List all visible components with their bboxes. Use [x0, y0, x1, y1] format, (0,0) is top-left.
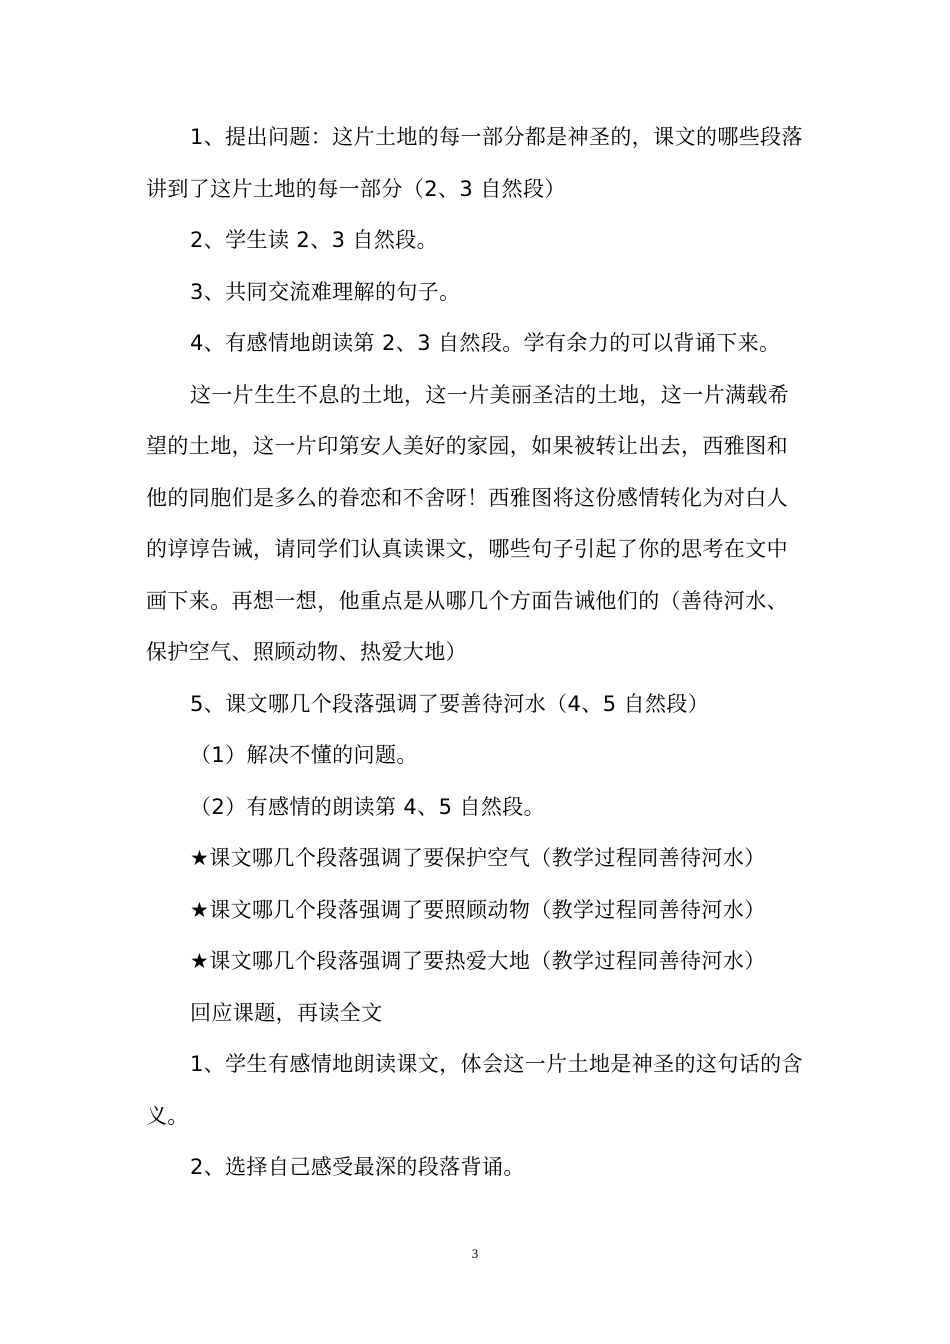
paragraph-seattle-intro: 这一片生生不息的土地，这一片美丽圣洁的土地，这一片满载希望的土地，这一片印第安人美好的家园，如果被转让出去，西雅图和他的同胞们是多么的眷恋和不舍呀！西雅图将这份感情转化为对白人的谆谆告诫，请同学们认真读课文，哪些句子引起了你的思考在文中画下来。再想一想，他重点是从哪几个方面告诫他们的（善待河水、保护空气、照顾动物、热爱大地）: [146, 382, 790, 664]
paragraph-review-heading: 回应课题，再读全文: [190, 1000, 383, 1025]
page-number: 3: [471, 1246, 479, 1261]
paragraph-substep-1: （1）解决不懂的问题。: [190, 743, 418, 767]
paragraph-step-3-discuss: 3、共同交流难理解的句子。: [190, 279, 461, 304]
paragraph-star-animals: ★课文哪几个段落强调了要照顾动物（教学过程同善待河水）: [190, 897, 766, 922]
paragraph-step-5-river: 5、课文哪几个段落强调了要善待河水（4、5 自然段）: [190, 691, 710, 716]
paragraph-star-earth: ★课文哪几个段落强调了要热爱大地（教学过程同善待河水）: [190, 949, 766, 973]
paragraph-review-step-1: 1、学生有感情地朗读课文，体会这一片土地是神圣的这句话的含义。: [146, 1052, 803, 1128]
paragraph-step-2-read: 2、学生读 2、3 自然段。: [190, 228, 439, 252]
document-body: [146, 112, 806, 1194]
paragraph-substep-2: （2）有感情的朗读第 4、5 自然段。: [190, 794, 546, 819]
paragraph-step-4-recite: 4、有感情地朗读第 2、3 自然段。学有余力的可以背诵下来。: [190, 331, 781, 355]
paragraph-step-1-question: 1、提出问题：这片土地的每一部分都是神圣的，课文的哪些段落讲到了这片土地的每一部分（2、3 自然段）: [146, 125, 803, 201]
paragraph-review-step-2: 2、选择自己感受最深的段落背诵。: [190, 1155, 525, 1179]
paragraph-star-air: ★课文哪几个段落强调了要保护空气（教学过程同善待河水）: [190, 846, 766, 870]
